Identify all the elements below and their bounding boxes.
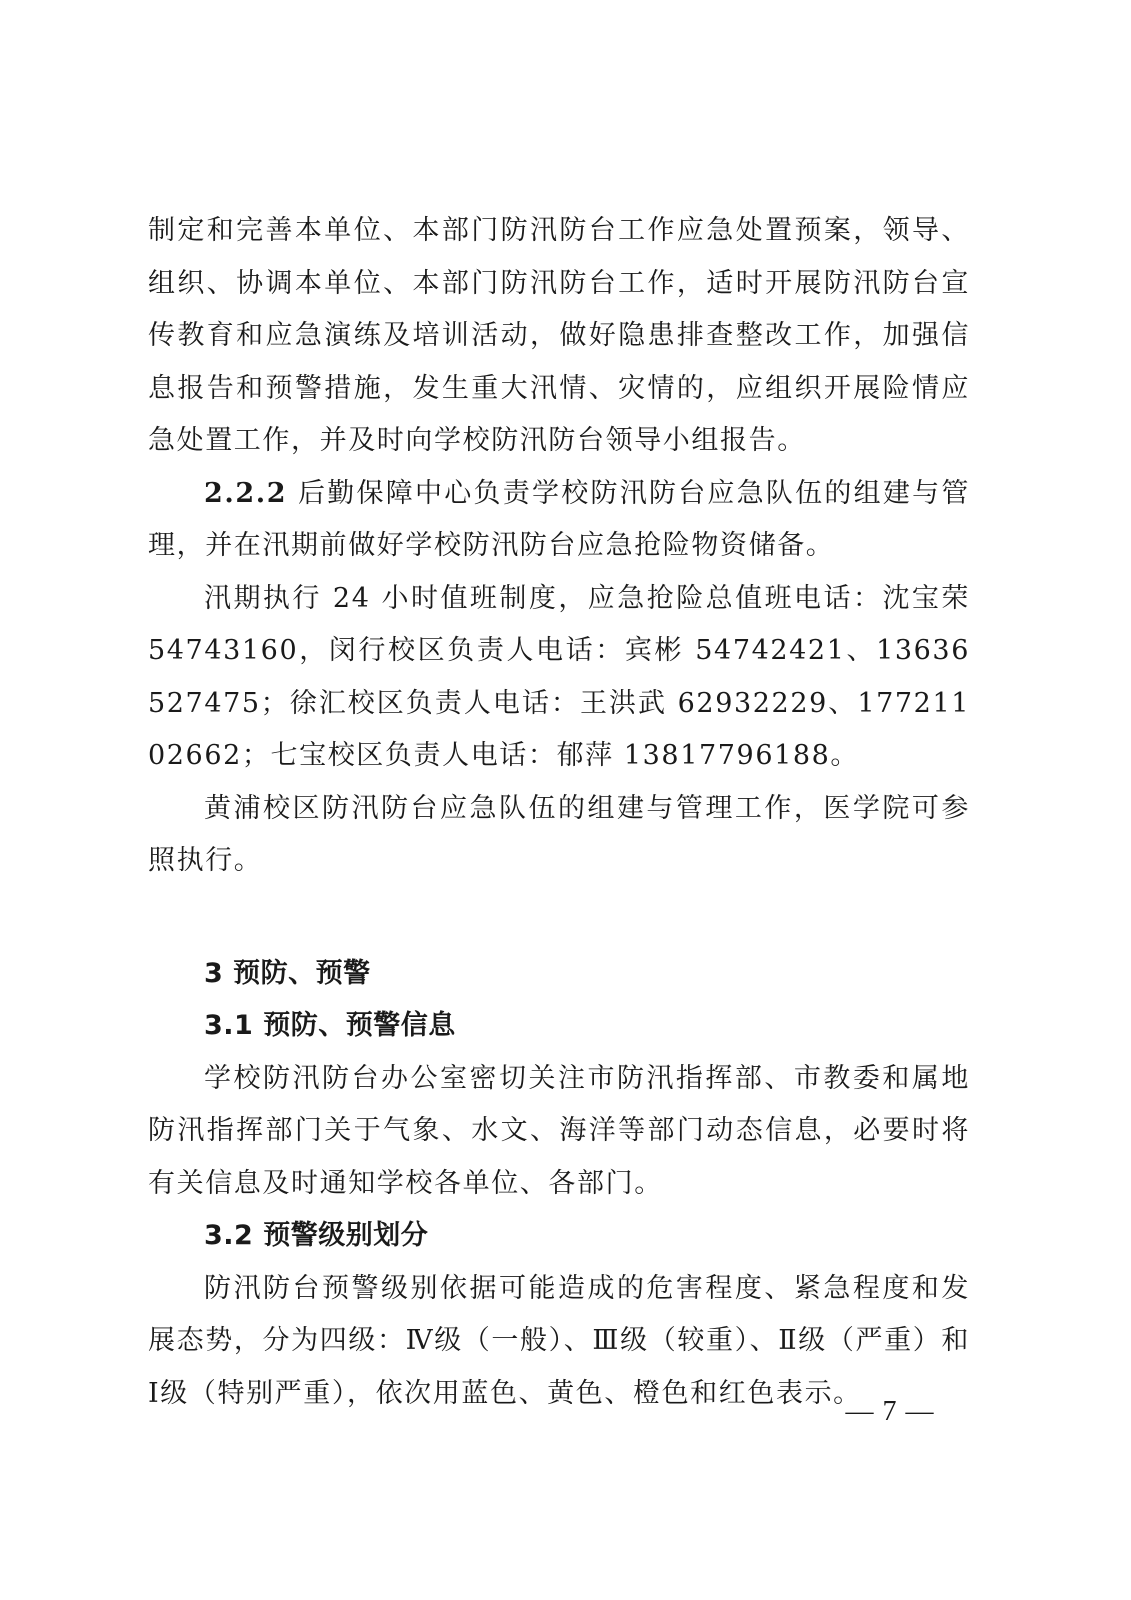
clause-number: 2.2.2 [204,477,288,509]
subsection-heading-warning-levels: 3.2 预警级别划分 [204,1220,429,1251]
paragraph-warning-info: 学校防汛防台办公室密切关注市防汛指挥部、市教委和属地防汛指挥部门关于气象、水文、海洋等部门动态信息，必要时将有关信息及时通知学校各单位、各部门。 [148,1062,970,1199]
document-body [148,205,970,1420]
page-number: — 7 — [845,1396,935,1427]
subsection-heading-warning-info: 3.1 预防、预警信息 [204,1010,456,1041]
section-heading-prevention: 3 预防、预警 [204,957,371,989]
paragraph-duty-phones: 汛期执行 24 小时值班制度，应急抢险总值班电话：沈宝荣 54743160，闵行校区负责人电话：宾彬 54742421、13636527475；徐汇校区负责人电话：王洪武 62932229、17721102662；七宝校区负责人电话：郁萍 13817796188。 [148,582,970,771]
paragraph-logistics-center [148,468,970,573]
paragraph-warning-levels: 防汛防台预警级别依据可能造成的危害程度、紧急程度和发展态势，分为四级：Ⅳ级（一般）、Ⅲ级（较重）、Ⅱ级（严重）和Ⅰ级（特别严重），依次用蓝色、黄色、橙色和红色表示。 [148,1272,970,1409]
paragraph-huangpu-campus: 黄浦校区防汛防台应急队伍的组建与管理工作，医学院可参照执行。 [148,792,970,876]
clause-text: 后勤保障中心负责学校防汛防台应急队伍的组建与管理，并在汛期前做好学校防汛防台应急抢险物资储备。 [148,477,970,561]
paragraph-emergency-plan: 制定和完善本单位、本部门防汛防台工作应急处置预案，领导、组织、协调本单位、本部门防汛防台工作，适时开展防汛防台宣传教育和应急演练及培训活动，做好隐患排查整改工作，加强信息报告和预警措施，发生重大汛情、灾情的，应组织开展险情应急处置工作，并及时向学校防汛防台领导小组报告。 [148,215,970,456]
